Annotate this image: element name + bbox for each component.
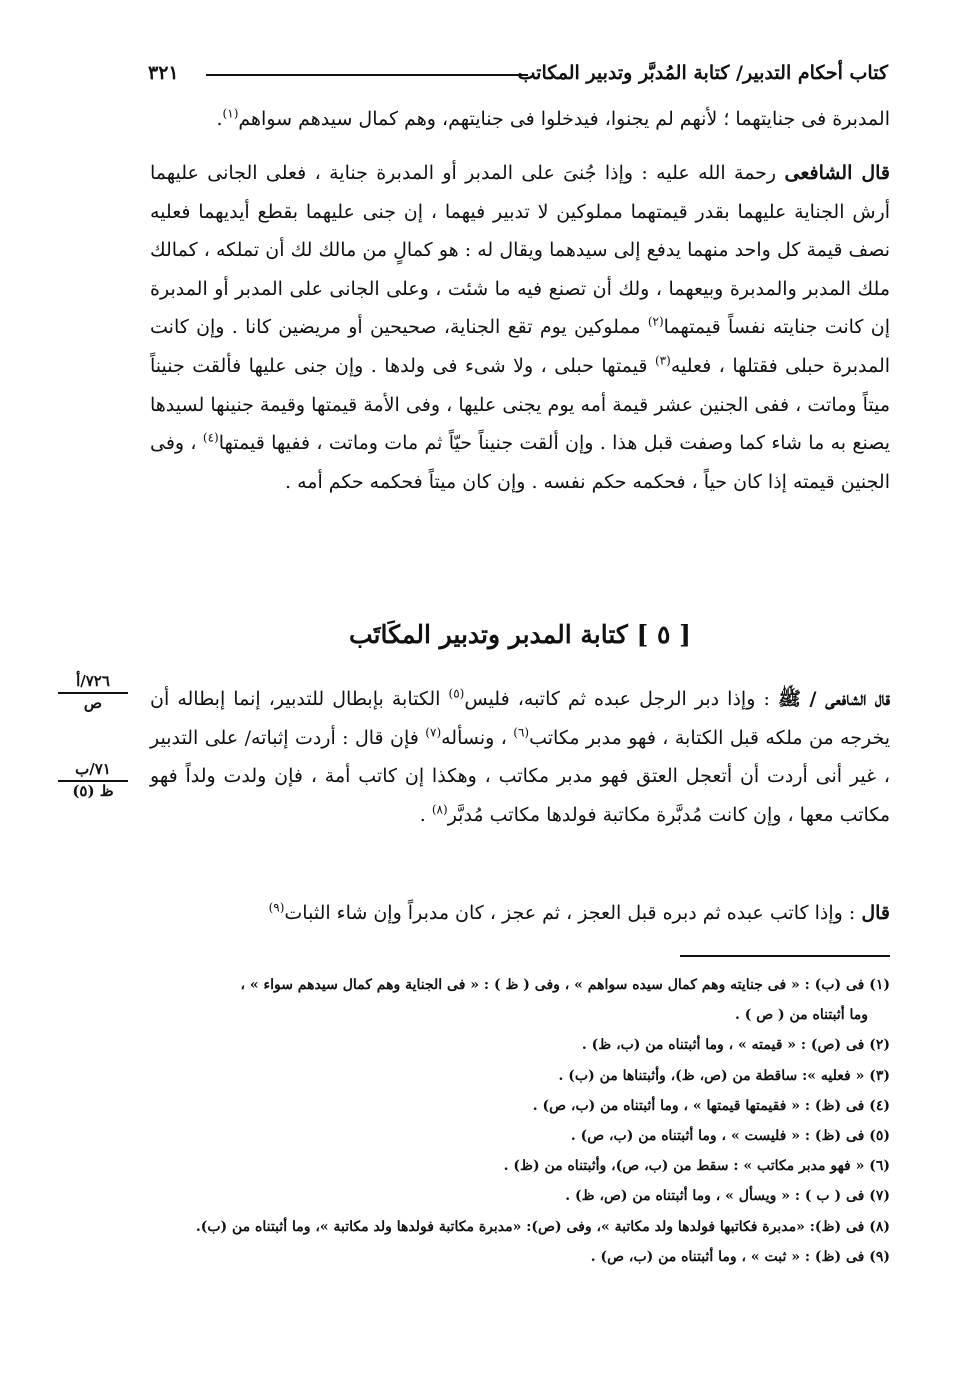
footnote-separator — [680, 955, 890, 957]
footnote-line: (٧) فى ( ب ) : « ويسأل » ، وما أثبتناه من (ص، ظ) . — [565, 1188, 890, 1205]
footnote-ref: (٥) — [448, 686, 465, 701]
paragraph-text: . — [419, 803, 432, 826]
footnote-ref: (٦) — [513, 725, 530, 740]
footnote-ref: (٧) — [425, 725, 442, 740]
footnote-line: وما أثبتناه من ( ص ) . — [734, 1007, 868, 1024]
footnote-line: (٤) فى (ظ) : « فقيمتها قيمتها » ، وما أثبتناه من (ب، ص) . — [532, 1097, 890, 1114]
paragraph-text: قيمتها حبلى ، ولا شىء فى ولدها . وإن جنى عليها فألقت جنيناً ميتاً وماتت ، ففى الجنين عشر قيمة أمه يوم يجنى عليها ، وفى الأمة قيمتها وقيمة جنينها لسيدها يصنع به ما شاء كما وصفت قبل هذا . وإن ألقت جنيناً حيّاً ثم مات وماتت ، ففيها قيمتها — [150, 354, 891, 455]
paragraph-text: الكتابة بإبطال للتدبير، إنما إبطاله أن يخرجه من ملكه قبل الكتابة ، فهو مدبر مكاتب — [150, 688, 891, 749]
footnote-ref: (٨) — [431, 802, 448, 817]
speaker-label: قال الشافعى / ﷺ — [777, 688, 891, 710]
margin-note-top: ٧١/ب — [58, 760, 128, 782]
footnote-line: (٢) فى (ص) : « قيمته » ، وما أثبتناه من (ب، ظ) . — [581, 1037, 890, 1054]
paragraph-text: ، وفى الجنين قيمته إذا كان حياً ، فحكمه حكم نفسه . وإن كان ميتاً فحكمه حكم أمه . — [150, 432, 890, 493]
header-title: كتاب أحكام التدبير/ كتابة المُدبَّر وتدبير المكاتب — [517, 62, 888, 84]
footnote-line: (٣) « فعليه »: ساقطة من (ص، ظ)، وأثبتناها من (ب) . — [558, 1067, 890, 1084]
section-heading: [ ٥ ] كتابة المدبر وتدبير المكَاتَب — [348, 620, 692, 649]
margin-note-bottom: ص — [83, 694, 103, 712]
paragraph-text: مملوكين يوم تقع الجناية، صحيحين أو مريضين كانا . وإن كانت المدبرة حبلى فقتلها ، فعليه — [150, 316, 891, 377]
footnote-line: (٩) فى (ظ) : « ثبت » ، وما أثبتناه من (ب، ص) . — [590, 1248, 890, 1265]
margin-note — [58, 672, 128, 713]
footnote-ref: (١) — [222, 106, 239, 121]
paragraph-text: ، ونسأله — [441, 726, 514, 749]
paragraph-shafii-1 — [150, 154, 890, 501]
footnote-line: (٦) « فهو مدبر مكاتب » : سقط من (ب، ص)، وأثبتناه من (ظ) . — [503, 1158, 890, 1175]
header-rule — [206, 74, 528, 76]
footnotes — [120, 970, 890, 1272]
paragraph-text: : وإذا كاتب عبده ثم دبره قبل العجز ، ثم عجز ، كان مدبراً وإن شاء الثبات — [284, 902, 862, 924]
margin-note — [58, 760, 128, 801]
footnote-line: (٨) فى (ظ): «مدبرة فكاتبها فولدها ولد مكاتبة »، وفى (ص): «مدبرة مكاتبة فولدها ولد مكاتبة »، وما أثبتناه من (ب). — [195, 1218, 890, 1235]
paragraph-qala — [150, 894, 890, 933]
paragraph-text: : وإذا دبر الرجل عبده ثم كاتبه، فليس — [464, 688, 778, 710]
margin-note-bottom: ظ (٥) — [72, 782, 114, 800]
paragraph-continuation — [150, 100, 890, 139]
speaker-label: قال — [861, 902, 890, 924]
footnote-ref: (٣) — [654, 353, 671, 368]
footnote-line: (١) فى (ب) : « فى جنايته وهم كمال سيده سواهم » ، وفى ( ظ ) : « فى الجناية وهم كمال سيدهم سواء » ، — [240, 977, 890, 993]
paragraph-text: فإن قال : أردت إثباته/ على التدبير ، غير أنى أردت أن أتعجل العتق فهو مدبر مكاتب ، وهكذا إن كاتب أمة ، فإن ولدت ولداً فهو مكاتب معها ، وإن كانت مُدبَّرة مكاتبة فولدها مكاتب مُدبَّر — [150, 726, 890, 826]
footnote-ref: (٩) — [268, 900, 285, 915]
paragraph-text: رحمة الله عليه : وإذا جُنىَ على المدبر أو المدبرة جناية ، فعلى الجانى عليهما أرش الجناية عليهما بقدر قيمتهما مملوكين لا تدبير فيهما ، إن جنى عليهما بقطع أيديهما فعليه نصف قيمة كل واحد منهما يدفع إلى سيدهما ويقال له : هو كمالٍ من مالك لك أن تملكه ، كمالك ملك المدبر والمدبرة وبيعهما ، ولك أن تصنع فيه ما شئت ، وعلى الجانى على المدبر أو المدبرة إن كانت جنايته نفساً قيمتهما — [150, 162, 890, 339]
footnote-ref: (٤) — [202, 430, 219, 445]
paragraph-shafii-2 — [150, 680, 890, 834]
paragraph-text: المدبرة فى جنايتهما ؛ لأنهم لم يجنوا، فيدخلوا فى جنايتهم، وهم كمال سيدهم سواهم — [238, 108, 890, 130]
paragraph-text: . — [216, 108, 223, 130]
page-number: ٣٢١ — [148, 62, 179, 84]
speaker-label: قال الشافعى — [784, 162, 890, 184]
footnote-line: (٥) فى (ظ) : « فليست » ، وما أثبتناه من (ب، ص) . — [570, 1128, 890, 1145]
running-header — [148, 62, 888, 88]
margin-note-top: ٧٢٦/أ — [58, 672, 128, 694]
footnote-ref: (٢) — [647, 315, 664, 330]
